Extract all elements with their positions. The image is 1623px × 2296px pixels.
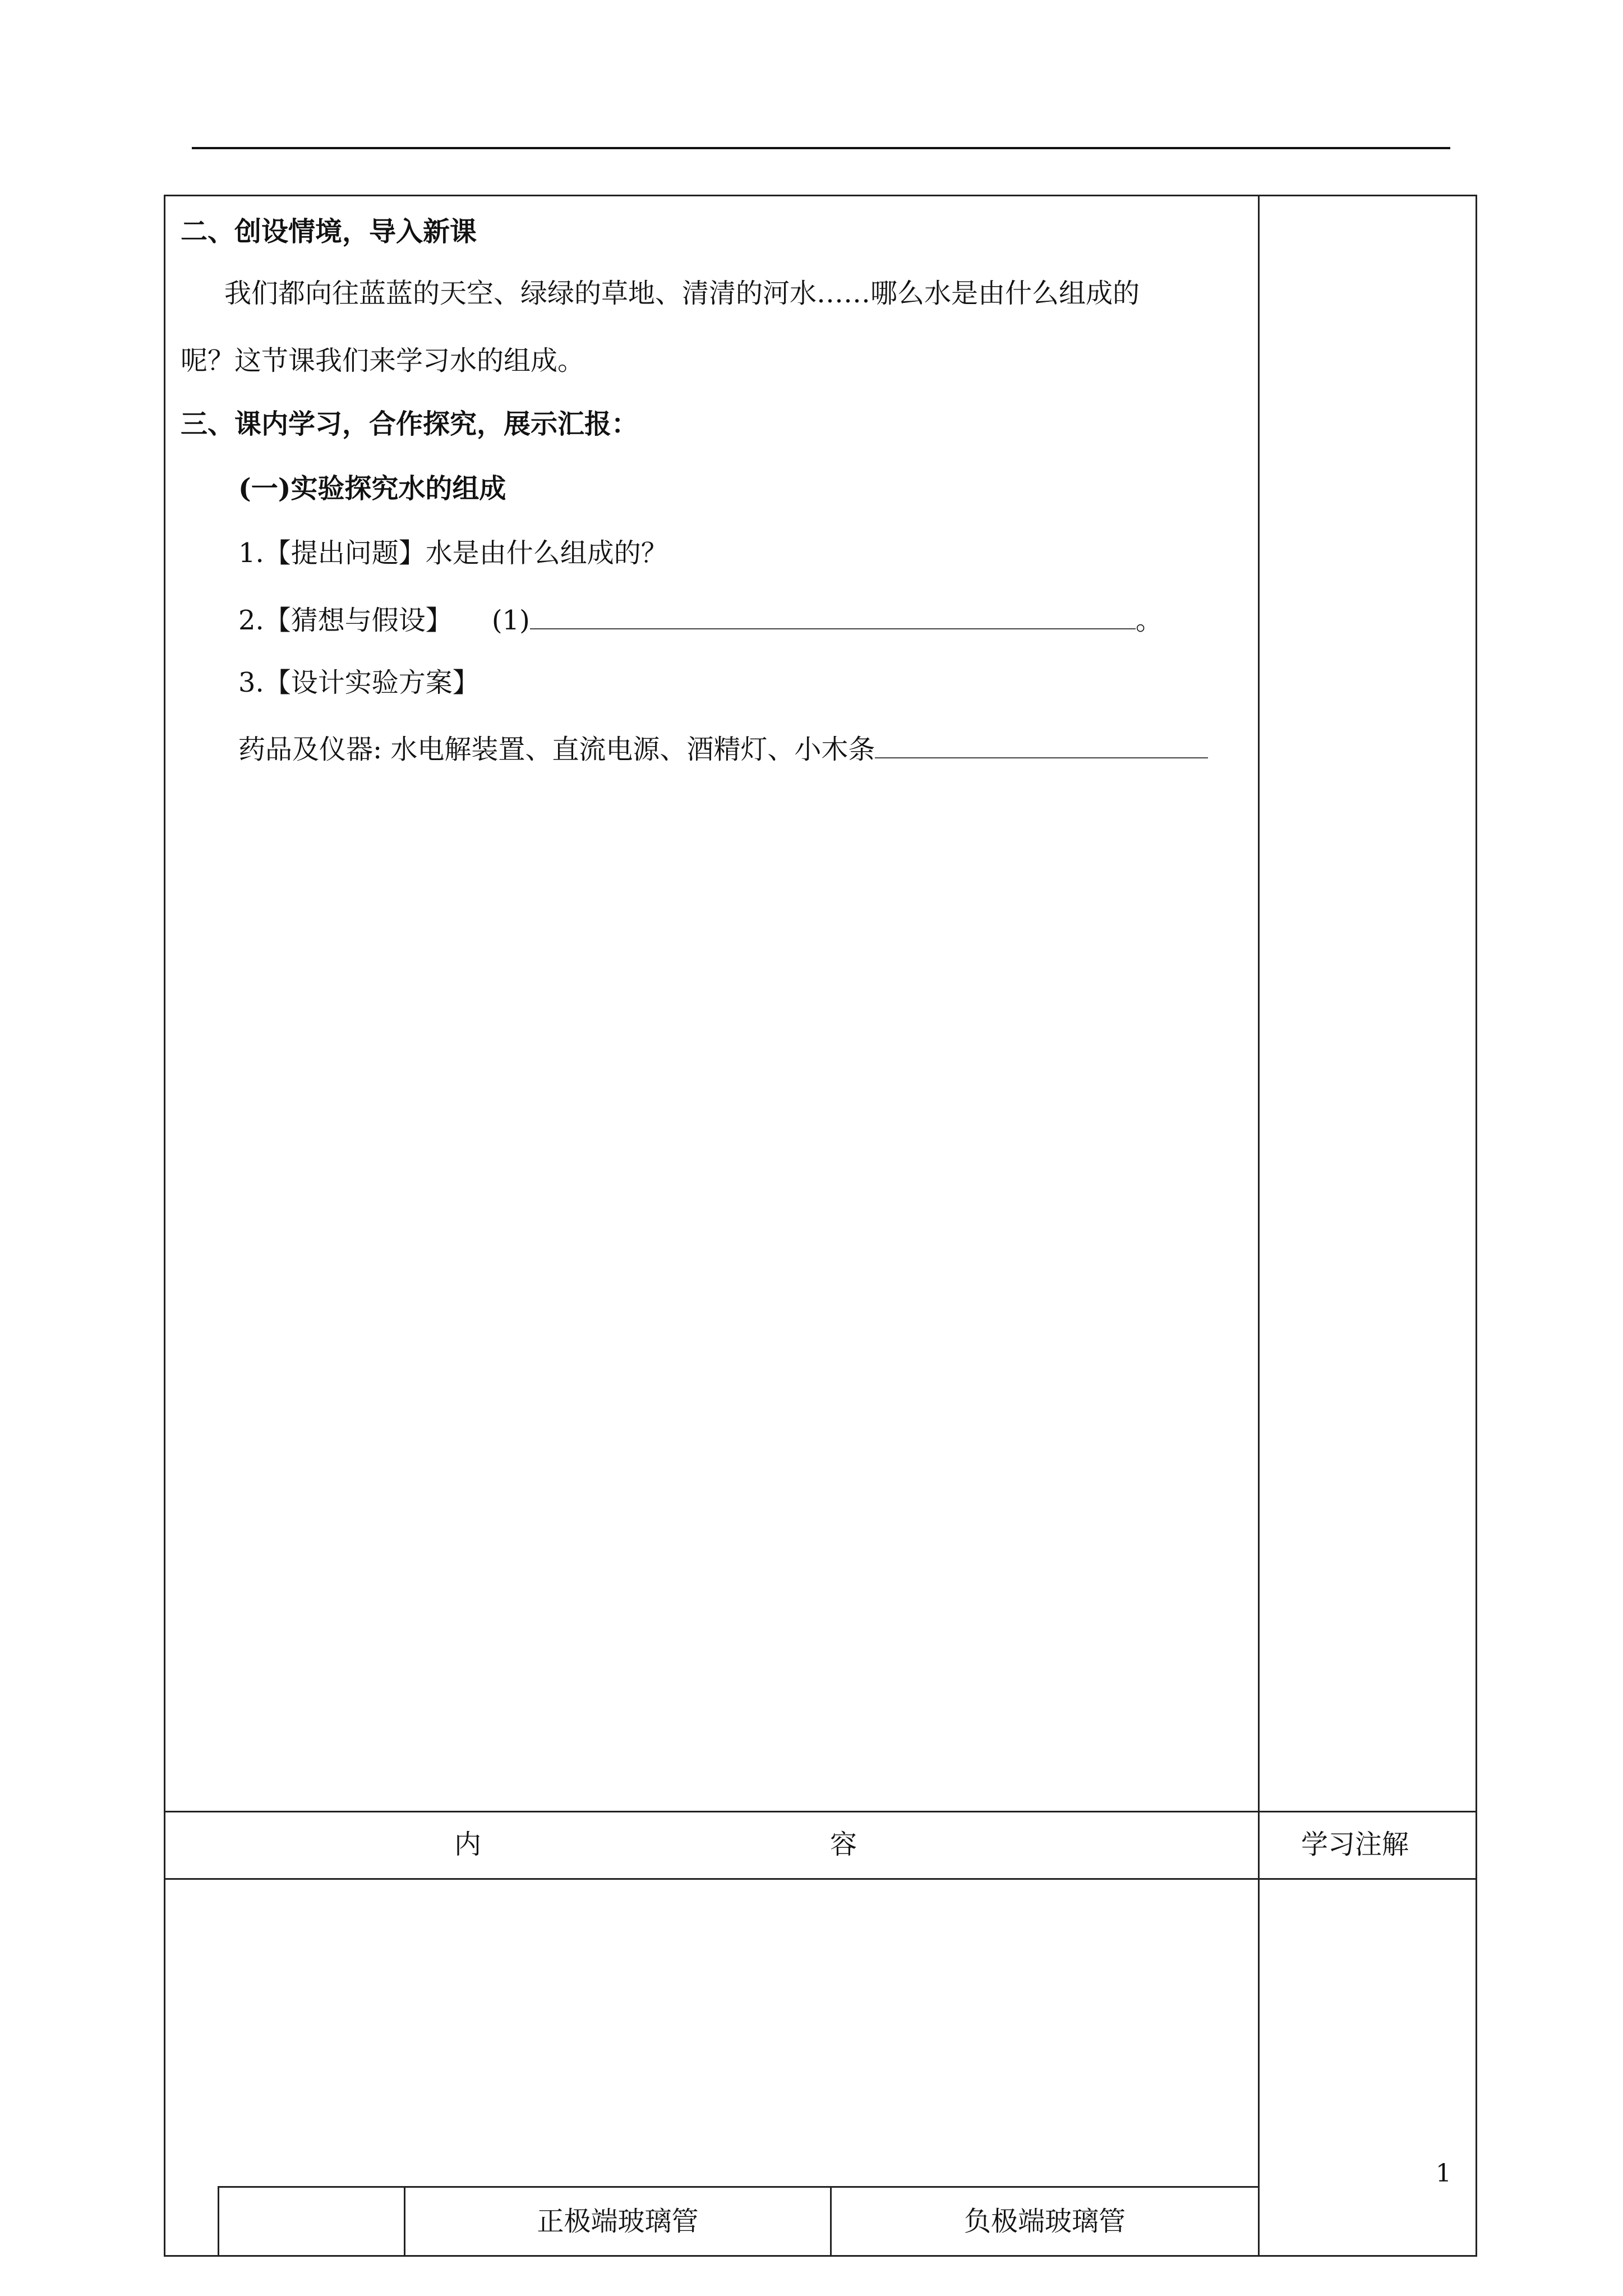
sub-table-left-border [218,2186,219,2257]
hypothesis-answer-blank[interactable] [530,601,1136,629]
header-rule [192,147,1450,149]
section2-heading: 二、创设情境，导入新课 [181,216,477,247]
table-row-divider-bottom [164,1878,1477,1880]
item-design-plan: 3.【设计实验方案】 [238,667,479,698]
table-header-notes: 学习注解 [1301,1829,1409,1860]
table-row-divider-top [164,1811,1477,1812]
table-left-border [164,195,165,2257]
table-column-divider [1258,195,1260,2257]
materials-text: 药品及仪器: 水电解装置、直流电源、酒精灯、小木条 [238,734,875,765]
section3-heading: 三、课内学习，合作探究，展示汇报： [181,408,639,440]
item-hypothesis [238,601,1163,637]
sub-table-header-positive: 正极端玻璃管 [537,2206,699,2237]
materials-answer-blank[interactable] [875,730,1208,758]
page-number: 1 [1436,2159,1451,2188]
hypothesis-label: 2.【猜想与假设】 [238,605,453,636]
table-right-border [1476,195,1477,2257]
hypothesis-blank-prefix: (1) [491,605,530,636]
table-header-content-left: 内 [454,1829,482,1860]
sub-table-header-negative: 负极端玻璃管 [963,2206,1126,2237]
table-header-content-right: 容 [830,1829,857,1860]
table-bottom-border [164,2255,1477,2257]
materials-line [238,730,1208,766]
table-top-border [164,195,1477,196]
section2-paragraph-line1: 我们都向往蓝蓝的天空、绿绿的草地、清清的河水……哪么水是由什么组成的 [224,278,1140,309]
section3-subheading: (一)实验探究水的组成 [238,473,506,504]
section2-paragraph-line2: 呢？这节课我们来学习水的组成。 [181,345,585,376]
hypothesis-end-mark: 。 [1135,605,1163,636]
sub-table-top-border [218,2186,1258,2188]
item-propose-question: 1.【提出问题】水是由什么组成的？ [238,537,668,569]
